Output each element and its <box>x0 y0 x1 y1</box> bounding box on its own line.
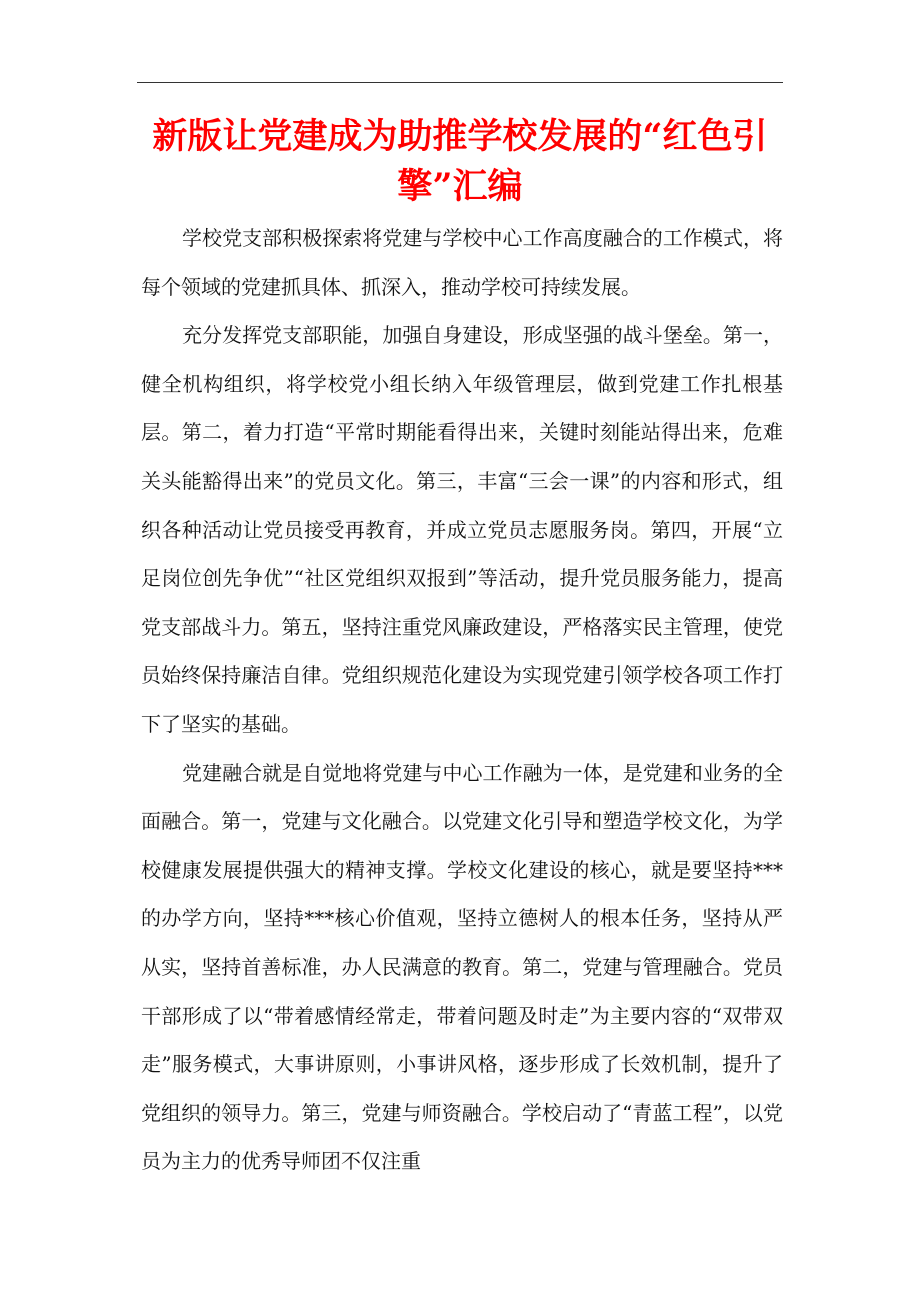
document-title: 新版让党建成为助推学校发展的“红色引擎”汇编 <box>152 116 768 207</box>
paragraph-party-branch-function: 充分发挥党支部职能，加强自身建设，形成坚强的战斗堡垒。第一，健全机构组织，将学校党小组长纳入年级管理层，做到党建工作扎根基层。第二，着力打造“平常时期能看得出来，关键时刻能站得出来，危难关头能豁得出来”的党员文化。第三，丰富“三会一课”的内容和形式，组织各种活动让党员接受再教育，并成立党员志愿服务岗。第四，开展“立足岗位创先争优”“社区党组织双报到”等活动，提升党员服务能力，提高党支部战斗力。第五，坚持注重党风廉政建设，严格落实民主管理，使党员始终保持廉洁自律。党组织规范化建设为实现党建引领学校各项工作打下了坚实的基础。 <box>141 323 783 736</box>
header-rule <box>137 82 783 83</box>
paragraph-party-building-integration: 党建融合就是自觉地将党建与中心工作融为一体，是党建和业务的全面融合。第一，党建与文化融合。以党建文化引导和塑造学校文化，为学校健康发展提供强大的精神支撑。学校文化建设的核心，就是要坚持***的办学方向，坚持***核心价值观，坚持立德树人的根本任务，坚持从严从实，坚持首善标准，办人民满意的教育。第二，党建与管理融合。党员干部形成了以“带着感情经常走，带着问题及时走”为主要内容的“双带双走”服务模式，大事讲原则，小事讲风格，逐步形成了长效机制，提升了党组织的领导力。第三，党建与师资融合。学校启动了“青蓝工程”，以党员为主力的优秀导师团不仅注重 <box>141 760 783 1174</box>
paragraph-intro: 学校党支部积极探索将党建与学校中心工作高度融合的工作模式，将每个领域的党建抓具体、抓深入，推动学校可持续发展。 <box>141 226 783 299</box>
document-body <box>141 214 783 1186</box>
